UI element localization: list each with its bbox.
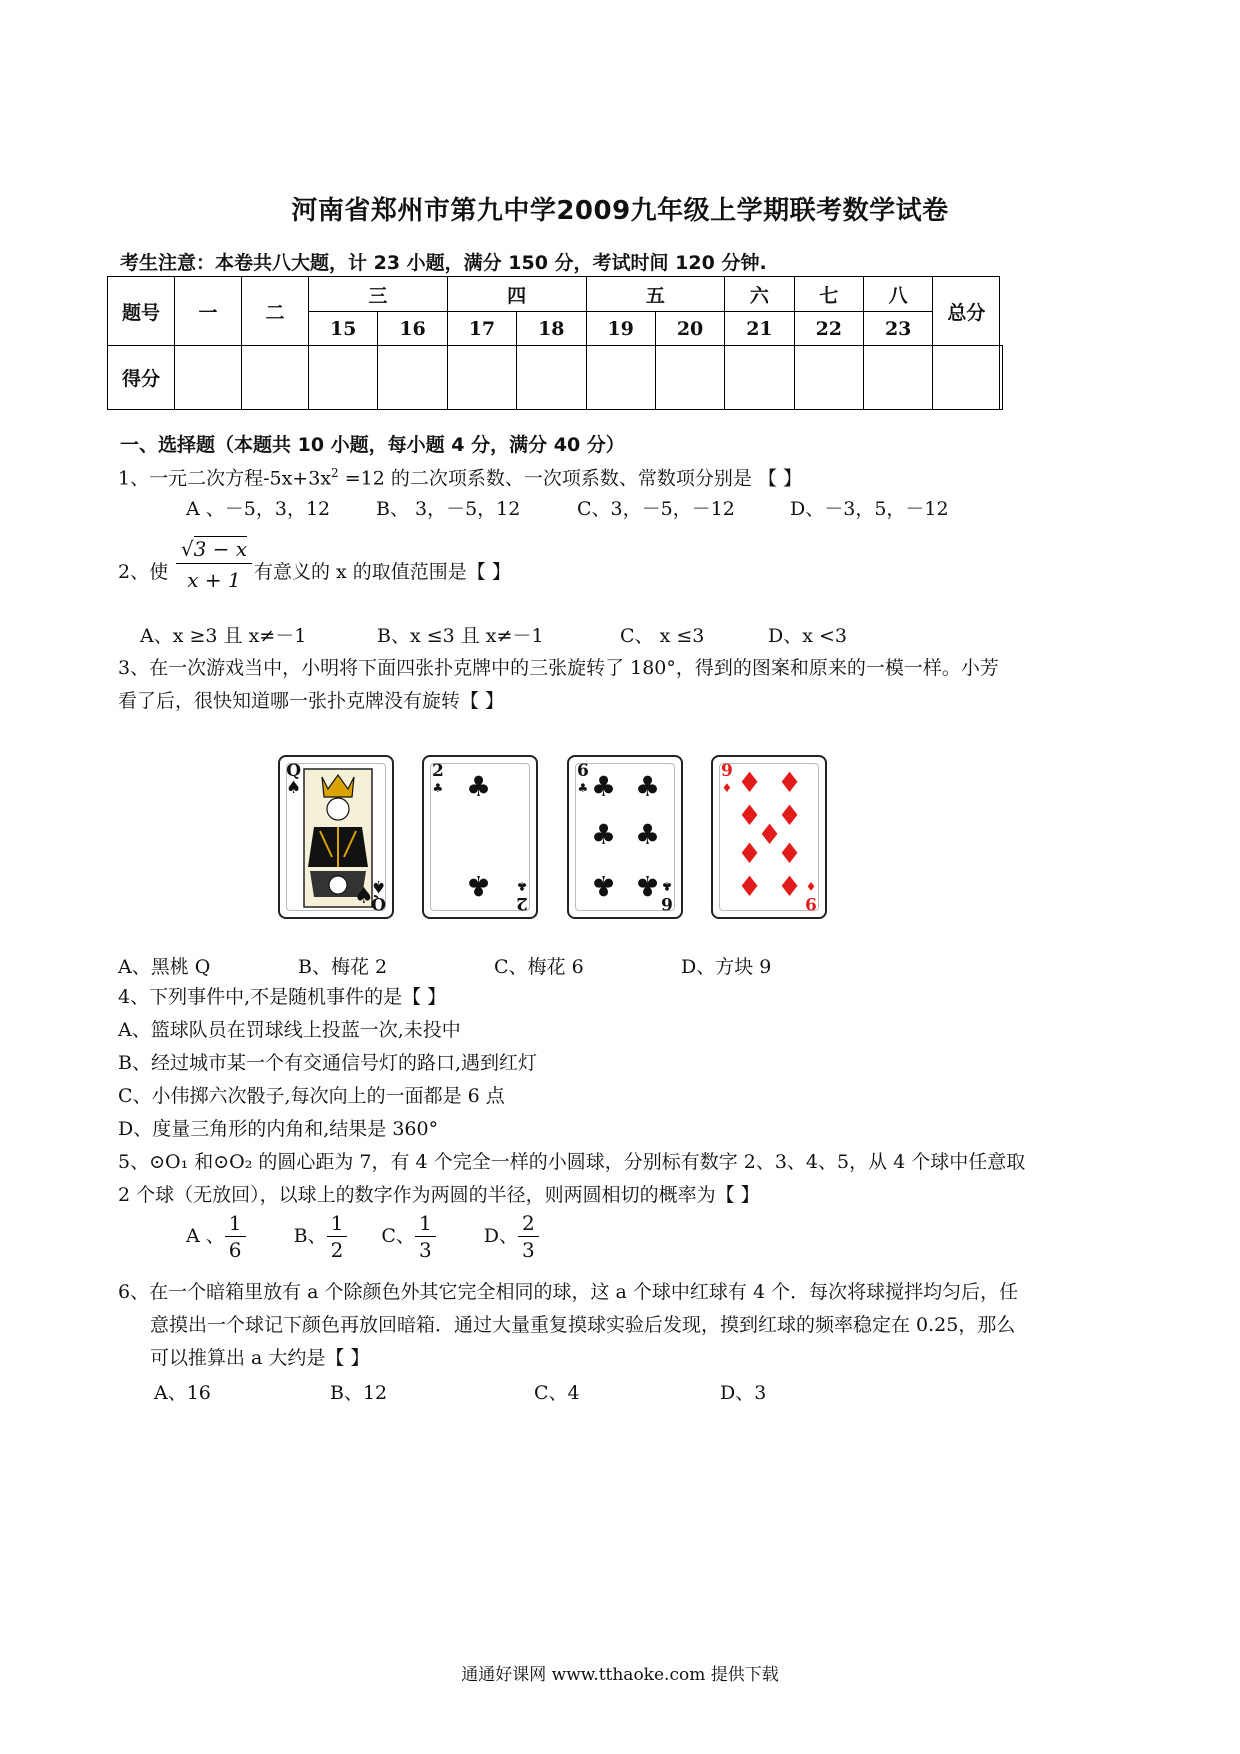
- numerator: 1: [415, 1210, 436, 1237]
- spade-icon: ♠: [370, 876, 386, 896]
- q2-option-c: C、 x ≤3: [620, 625, 705, 647]
- fraction: [518, 1210, 539, 1263]
- section-heading: 一、选择题（本题共 10 小题，每小题 4 分，满分 40 分）: [120, 434, 625, 456]
- card-corner-rotated: [371, 877, 386, 911]
- diamond-icon: ♦: [737, 837, 763, 870]
- card-rank: Q: [286, 761, 302, 781]
- question-1: [118, 460, 802, 491]
- card-corner: [577, 763, 589, 797]
- queen-portrait-icon: [302, 767, 374, 909]
- score-cell[interactable]: [242, 346, 309, 410]
- q3-option-a: A、黑桃 Q: [118, 956, 211, 978]
- club-icon: ♣: [466, 770, 492, 803]
- q2-option-d: D、x <3: [768, 625, 847, 647]
- q2-prefix: 2、使: [118, 561, 169, 583]
- card-corner: [286, 763, 301, 797]
- q6-option-d: D、3: [720, 1382, 767, 1404]
- card-rank: Q: [370, 893, 386, 913]
- club-icon: ♣: [635, 869, 661, 902]
- score-cell[interactable]: [309, 346, 378, 410]
- group-6: 六: [725, 277, 794, 312]
- diamond-icon: ♦: [721, 781, 733, 795]
- score-cell[interactable]: [586, 346, 655, 410]
- q1-stem-b: =12 的二次项系数、一次项系数、常数项分别是 【 】: [338, 467, 802, 490]
- q4-option-c: C、小伟掷六次骰子,每次向上的一面都是 6 点: [118, 1085, 505, 1107]
- denominator: 6: [228, 1238, 242, 1262]
- card-queen-of-spades: [278, 755, 394, 919]
- score-cell[interactable]: [378, 346, 447, 410]
- q-number: 23: [864, 312, 933, 346]
- q1-stem-a: 1、一元二次方程-5x+3x: [118, 467, 332, 490]
- card-rank: 6: [661, 893, 673, 913]
- score-table: [107, 276, 1003, 410]
- q-number: 20: [655, 312, 724, 346]
- fraction: [327, 1210, 348, 1263]
- card-six-of-clubs: [567, 755, 683, 919]
- q2-numerator: [176, 537, 252, 564]
- option-label: D、: [483, 1224, 518, 1247]
- q4-option-b: B、经过城市某一个有交通信号灯的路口,遇到红灯: [118, 1052, 538, 1074]
- q1-option-b: B、 3，－5，12: [376, 498, 521, 520]
- group-5: 五: [586, 277, 725, 312]
- page-title: 河南省郑州市第九中学2009九年级上学期联考数学试卷: [291, 196, 949, 226]
- page-footer: 通通好课网 www.tthaoke.com 提供下载: [461, 1665, 779, 1685]
- card-corner-rotated: [805, 877, 817, 911]
- score-cell[interactable]: [447, 346, 516, 410]
- card-two-of-clubs: [422, 755, 538, 919]
- q5-options: [186, 1210, 539, 1263]
- card-corner-rotated: [516, 877, 528, 911]
- q2-radical: 3 − x: [193, 537, 248, 561]
- score-cell[interactable]: [517, 346, 586, 410]
- card-corner-rotated: [661, 877, 673, 911]
- q3-option-c: C、梅花 6: [494, 956, 584, 978]
- q1-option-a: A 、－5，3，12: [186, 498, 331, 520]
- q6-option-b: B、12: [330, 1382, 388, 1404]
- spade-icon: ♠: [286, 778, 302, 798]
- q5-option-a: [186, 1211, 246, 1262]
- q3-line-1: 3、在一次游戏当中，小明将下面四张扑克牌中的三张旋转了 180°，得到的图案和原来的一模一样。小芳: [118, 657, 999, 679]
- header-label: 题号: [108, 277, 175, 346]
- diamond-icon: ♦: [737, 766, 763, 799]
- q6-line-2: 意摸出一个球记下颜色再放回暗箱．通过大量重复摸球实验后发现，摸到红球的频率稳定在 0.25，那么: [150, 1314, 1016, 1336]
- diamond-icon: ♦: [737, 870, 763, 903]
- q-number: 22: [794, 312, 863, 346]
- diamond-icon: ♦: [777, 870, 803, 903]
- q5-option-c: [381, 1211, 435, 1262]
- q6-line-3: 可以推算出 a 大约是【 】: [150, 1347, 370, 1369]
- diamond-icon: ♦: [777, 837, 803, 870]
- q-number: 18: [517, 312, 586, 346]
- q3-option-d: D、方块 9: [681, 956, 772, 978]
- denominator: 3: [418, 1238, 432, 1262]
- q2-option-a: A、x ≥3 且 x≠－1: [140, 625, 307, 647]
- group-4: 四: [447, 277, 586, 312]
- sqrt-symbol: √: [180, 537, 194, 561]
- card-rank: 2: [516, 893, 528, 913]
- option-label: A 、: [186, 1224, 225, 1247]
- q5-option-b: [293, 1211, 348, 1262]
- card-rank: 6: [577, 761, 589, 781]
- q-number: 16: [378, 312, 447, 346]
- diamond-icon: ♦: [777, 766, 803, 799]
- diamond-icon: ♦: [805, 879, 817, 893]
- score-cell[interactable]: [864, 346, 933, 410]
- q-number: 17: [447, 312, 516, 346]
- q3-option-b: B、梅花 2: [298, 956, 388, 978]
- club-icon: ♣: [466, 869, 492, 902]
- group-2: 二: [242, 277, 309, 346]
- score-label: 得分: [108, 346, 175, 410]
- total-label: 总分: [933, 277, 1000, 346]
- q3-line-2: 看了后，很快知道哪一张扑克牌没有旋转【 】: [118, 690, 505, 712]
- numerator: 1: [225, 1210, 246, 1237]
- q1-option-d: D、－3，5，－12: [790, 498, 949, 520]
- group-3: 三: [309, 277, 448, 312]
- numerator: 2: [518, 1210, 539, 1237]
- fraction: [415, 1210, 436, 1263]
- denominator: 2: [330, 1238, 344, 1262]
- q5-line-2: 2 个球（无放回），以球上的数字作为两圆的半径，则两圆相切的概率为【 】: [118, 1184, 760, 1206]
- card-nine-of-diamonds: [711, 755, 827, 919]
- card-corner: [432, 763, 444, 797]
- score-cell-total[interactable]: [1000, 346, 1003, 410]
- q5-option-d: [483, 1211, 539, 1262]
- club-icon: ♣: [516, 879, 528, 893]
- q-number: 21: [725, 312, 794, 346]
- club-icon: ♣: [661, 879, 673, 893]
- score-cell[interactable]: [794, 346, 863, 410]
- q4-option-a: A、篮球队员在罚球线上投蓝一次,未投中: [118, 1019, 461, 1041]
- q4-option-d: D、度量三角形的内角和,结果是 360°: [118, 1118, 439, 1140]
- diamond-icon: ♦: [777, 799, 803, 832]
- score-cell[interactable]: [725, 346, 794, 410]
- option-label: B、: [293, 1224, 327, 1247]
- score-cell[interactable]: [175, 346, 242, 410]
- card-rank: 9: [805, 893, 817, 913]
- q1-sup: 2: [331, 466, 339, 480]
- numerator: 1: [327, 1210, 348, 1237]
- club-icon: ♣: [577, 781, 589, 795]
- q6-option-a: A、16: [154, 1382, 211, 1404]
- q6-option-c: C、4: [534, 1382, 580, 1404]
- score-cell[interactable]: [655, 346, 724, 410]
- card-rank: 2: [432, 761, 444, 781]
- denominator: 3: [522, 1238, 535, 1262]
- score-cell[interactable]: [933, 346, 1000, 410]
- q-number: 19: [586, 312, 655, 346]
- q5-line-1: 5、⊙O₁ 和⊙O₂ 的圆心距为 7，有 4 个完全一样的小圆球，分别标有数字 2、3、4、5，从 4 个球中任意取: [118, 1151, 1026, 1173]
- group-7: 七: [794, 277, 863, 312]
- club-icon: ♣: [635, 770, 661, 803]
- q2-denominator: x + 1: [187, 568, 241, 592]
- exam-notice: 考生注意：本卷共八大题，计 23 小题，满分 150 分，考试时间 120 分钟.: [120, 252, 767, 274]
- diamond-icon: ♦: [757, 818, 783, 851]
- q6-line-1: 6、在一个暗箱里放有 a 个除颜色外其它完全相同的球，这 a 个球中红球有 4 个．每次将球搅拌均匀后，任: [118, 1281, 1019, 1303]
- q4-stem: 4、下列事件中,不是随机事件的是【 】: [118, 986, 447, 1008]
- group-1: 一: [175, 277, 242, 346]
- club-icon: ♣: [432, 781, 444, 795]
- card-rank: 9: [721, 761, 733, 781]
- club-icon: ♣: [591, 818, 617, 851]
- fraction: [225, 1210, 246, 1263]
- q1-option-c: C、3，－5，－12: [577, 498, 735, 520]
- q2-option-b: B、x ≤3 且 x≠－1: [377, 625, 544, 647]
- svg-text:♠: ♠: [354, 884, 374, 909]
- club-icon: ♣: [635, 818, 661, 851]
- card-corner: [721, 763, 733, 797]
- q-number: 15: [309, 312, 378, 346]
- group-8: 八: [864, 277, 933, 312]
- q2-fraction: [176, 537, 252, 592]
- club-icon: ♣: [591, 770, 617, 803]
- diamond-icon: ♦: [737, 799, 763, 832]
- q2-suffix: 有意义的 x 的取值范围是【 】: [254, 561, 511, 583]
- option-label: C、: [381, 1224, 415, 1247]
- club-icon: ♣: [591, 869, 617, 902]
